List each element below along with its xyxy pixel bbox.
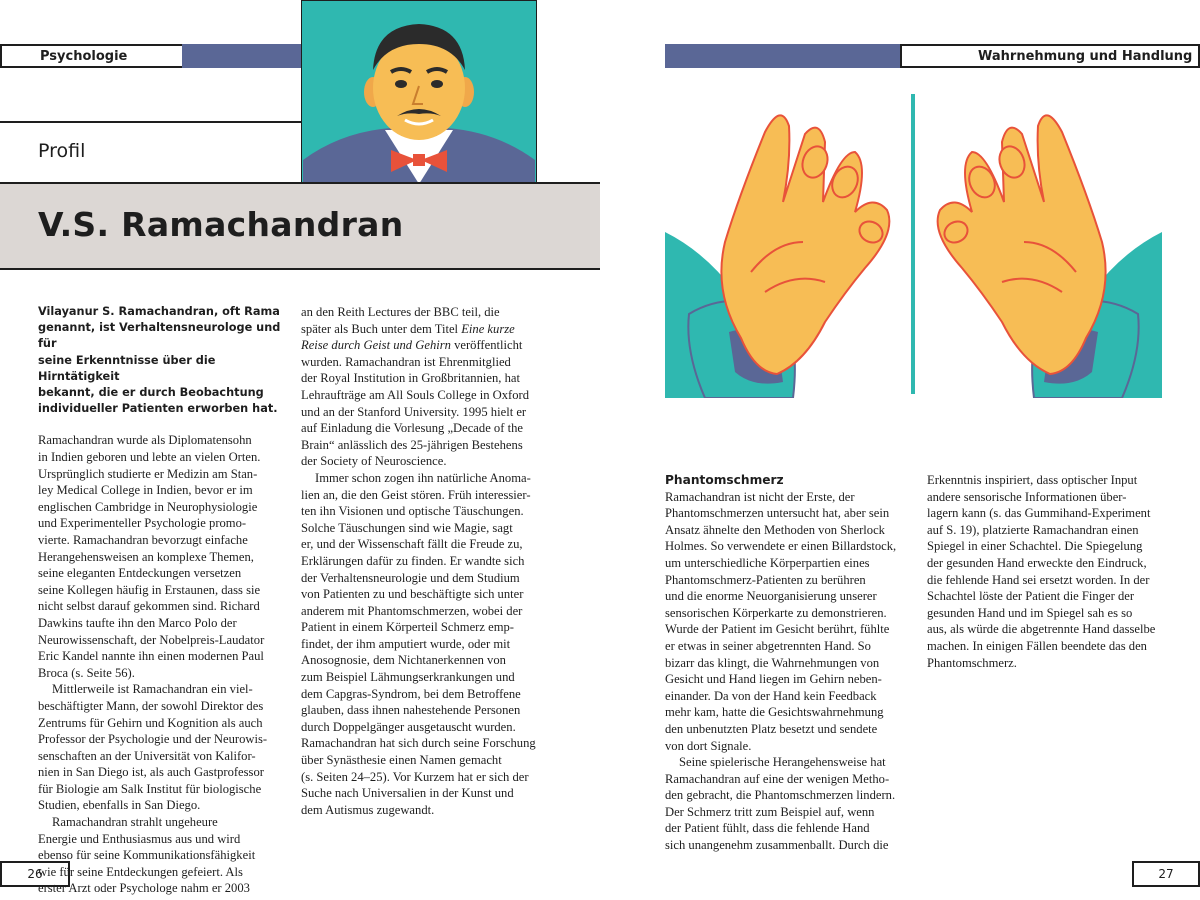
text-line: an den Reith Lectures der BBC teil, die xyxy=(301,305,500,319)
text-line: Suche nach Universalien in der Kunst und xyxy=(301,786,514,801)
paragraph xyxy=(301,470,561,818)
text-line: er, und der Wissenschaft fällt die Freude zu, xyxy=(301,537,523,552)
text-line: und die enorme Neuorganisierung unserer xyxy=(665,589,877,604)
header-accent-bar-left xyxy=(182,44,302,68)
text-line: Ramachandran auf eine der wenigen Metho- xyxy=(665,771,890,786)
text-line: für Biologie am Salk Institut für biologische xyxy=(38,781,262,796)
text-line: den gebracht, die Phantomschmerzen lindern. xyxy=(665,788,896,803)
text-line: Ramachandran strahlt ungeheure xyxy=(52,815,218,830)
text-line: auf S. 19), platzierte Ramachandran einen xyxy=(927,522,1139,537)
text-line: Gesicht und Hand liegen im Gehirn neben- xyxy=(665,672,882,687)
text-line: lagern kann (s. das Gummihand-Experiment xyxy=(927,506,1151,521)
text-line: (s. Seiten 24–25). Vor Kurzem hat er sich der xyxy=(301,769,529,784)
portrait-icon xyxy=(301,0,537,184)
text-line: Mittlerweile ist Ramachandran ein viel- xyxy=(52,682,253,697)
text-line: der Patient fühlt, dass die fehlende Hand xyxy=(665,821,870,836)
text-line: Phantomschmerzen untersucht hat, aber sein xyxy=(665,506,890,521)
text-line: aus, als würde die abgetrennte Hand dasselbe xyxy=(927,622,1156,637)
text-line: Neurowissenschaft, der Nobelpreis-Laudator xyxy=(38,632,265,647)
text-line: mehr kam, hatte die Gesichtswahrnehmung xyxy=(665,705,884,720)
hands-illustration xyxy=(665,92,1162,398)
text-line: sensorischen Körperkarte zu demonstrieren. xyxy=(665,605,887,620)
text-line xyxy=(301,321,561,338)
text-run: später als Buch unter dem Titel xyxy=(301,321,462,336)
text-line: Schachtel löste der Patient die Finger der xyxy=(927,589,1135,604)
text-line: Phantomschmerz. xyxy=(927,655,1017,670)
running-head-left-label: Psychologie xyxy=(40,49,128,64)
text-line: englischen Cambridge in Neurophysiologie xyxy=(38,499,258,514)
text-line: Ansatz ähnelte den Methoden von Sherlock xyxy=(665,522,885,537)
text-line: auf Einladung die Vorlesung „Decade of the xyxy=(301,421,523,436)
text-line: andere sensorische Informationen über- xyxy=(927,489,1127,504)
text-line: den unbenutzten Platz besetzt und sendete xyxy=(665,721,878,736)
book-title-italic: Reise durch Geist und Gehirn xyxy=(301,338,451,353)
text-line: in Indien geboren und lebte an vielen Orten. xyxy=(38,450,261,465)
lead-line: Vilayanur S. Ramachandran, oft Rama xyxy=(38,305,280,318)
text-line: der gesunden Hand erweckte den Eindruck, xyxy=(927,555,1147,570)
text-line: von Patienten zu und beschäftigte sich unter xyxy=(301,587,524,602)
text-line: Zentrums für Gehirn und Kognition als auch xyxy=(38,715,263,730)
text-line: Phantomschmerz-Patienten zu berühren xyxy=(665,572,866,587)
text-line: Wurde der Patient im Gesicht berührt, fühlte xyxy=(665,622,890,637)
text-line: seine Kollegen häufig in Erstaunen, dass sie xyxy=(38,582,261,597)
page-title: V.S. Ramachandran xyxy=(38,205,404,244)
lead-line: individueller Patienten erworben hat. xyxy=(38,402,278,416)
text-line: die fehlende Hand sei ersetzt worden. In der xyxy=(927,572,1150,587)
text-line: gesunden Hand und im Spiegel sah es so xyxy=(927,605,1133,620)
text-line: Ramachandran ist nicht der Erste, der xyxy=(665,489,855,504)
text-line: Broca (s. Seite 56). xyxy=(38,665,135,680)
text-line: und Experimenteller Psychologie promo- xyxy=(38,516,247,531)
header-accent-bar-right xyxy=(665,44,902,68)
lead-line: seine Erkenntnisse über die Hirntätigkeit xyxy=(38,353,216,383)
paragraph xyxy=(665,489,915,755)
text-line xyxy=(301,337,561,354)
text-line: Anosognosie, dem Nichtanerkennen von xyxy=(301,653,506,668)
text-line: Erkenntnis inspiriert, dass optischer Input xyxy=(927,473,1138,487)
text-line: über Synästhesie einen Namen gemacht xyxy=(301,753,502,768)
page-number-text: 26 xyxy=(27,867,43,881)
text-line: Ursprünglich studierte er Medizin am Stan- xyxy=(38,466,258,481)
lead-line: genannt, ist Verhaltensneurologe und für xyxy=(38,321,281,351)
paragraph xyxy=(38,681,288,814)
text-line: nicht selbst darauf gekommen sind. Richard xyxy=(38,599,260,614)
text-line: Patient in einem Körperteil Schmerz emp- xyxy=(301,620,514,635)
text-line: Erklärungen dafür zu finden. Er wandte sich xyxy=(301,553,525,568)
section-label: Profil xyxy=(38,140,86,162)
text-line: seine eleganten Entdeckungen versetzen xyxy=(38,566,242,581)
text-line: glauben, dass ihnen nahestehende Personen xyxy=(301,703,521,718)
paragraph xyxy=(38,432,288,681)
profil-top-rule xyxy=(0,121,302,123)
lead-paragraph xyxy=(38,304,288,417)
text-line: Energie und Enthusiasmus aus und wird xyxy=(38,831,241,846)
text-line: dem Capgras-Syndrom, bei dem Betroffene xyxy=(301,686,521,701)
text-line: einander. Da von der Hand kein Feedback xyxy=(665,688,877,703)
text-line: sich unangenehm zusammenballt. Durch die xyxy=(665,838,889,853)
text-line: durch Doppelgänger ausgetauscht wurden. xyxy=(301,719,516,734)
subheading: Phantomschmerz xyxy=(665,473,784,487)
text-line: findet, der ihm amputiert wurde, oder mit xyxy=(301,636,511,651)
text-line: Holmes. So verwendete er einen Billardstock, xyxy=(665,539,897,554)
text-line: zum Beispiel Lähmungserkrankungen und xyxy=(301,670,515,685)
text-line: Professor der Psychologie und der Neurowis- xyxy=(38,732,268,747)
text-line: und an der Stanford University. 1995 hielt er xyxy=(301,404,527,419)
text-line: Dawkins taufte ihn den Marco Polo der xyxy=(38,615,237,630)
text-line: der Society of Neuroscience. xyxy=(301,454,447,469)
text-line: um unterschiedliche Körperpartien eines xyxy=(665,555,870,570)
text-line: erster Arzt oder Psychologe nahm er 2003 xyxy=(38,881,250,896)
text-line: bizarr das klingt, die Wahrnehmungen von xyxy=(665,655,880,670)
text-line: vierte. Ramachandran bevorzugt einfache xyxy=(38,532,248,547)
text-line: er etwas in seiner abgetrennten Hand. So xyxy=(665,638,871,653)
text-line: lien an, die den Geist stören. Früh interessier- xyxy=(301,487,531,502)
text-column-2 xyxy=(301,304,561,818)
text-line: Immer schon zogen ihn natürliche Anoma- xyxy=(315,470,531,485)
text-line: ten ihn Visionen und optische Täuschungen. xyxy=(301,504,524,519)
text-line: Der Schmerz tritt zum Beispiel auf, wenn xyxy=(665,804,875,819)
text-column-3 xyxy=(665,472,915,854)
portrait-illustration xyxy=(301,0,537,184)
text-line: Ramachandran hat sich durch seine Forschung xyxy=(301,736,536,751)
text-line: Brain“ anlässlich des 25-jährigen Bestehens xyxy=(301,437,523,452)
text-line: der Verhaltensneurologie und dem Studium xyxy=(301,570,520,585)
text-line: nien in San Diego ist, als auch Gastprofessor xyxy=(38,765,264,780)
text-line: Solche Täuschungen sind wie Magie, sagt xyxy=(301,520,513,535)
lead-line: bekannt, die er durch Beobachtung xyxy=(38,386,264,400)
book-title-italic: Eine kurze xyxy=(461,321,515,336)
text-line: machen. In einigen Fällen beendete das den xyxy=(927,638,1147,653)
mirrored-hands-icon xyxy=(665,92,1162,398)
text-line: Spiegel in einer Schachtel. Die Spiegelung xyxy=(927,539,1143,554)
text-run: veröffentlicht xyxy=(450,338,523,353)
text-line: beschäftigter Mann, der sowohl Direktor des xyxy=(38,698,264,713)
text-line: wurden. Ramachandran ist Ehrenmitglied xyxy=(301,354,511,369)
paragraph xyxy=(38,814,288,897)
paragraph xyxy=(927,472,1177,671)
title-band xyxy=(0,182,600,270)
text-column-4 xyxy=(927,472,1177,671)
text-line: ebenso für seine Kommunikationsfähigkeit xyxy=(38,848,256,863)
paragraph xyxy=(665,754,915,854)
text-line: Herangehensweisen an komplexe Themen, xyxy=(38,549,254,564)
text-line: Studien, ebenfalls in San Diego. xyxy=(38,798,201,813)
text-line: wie für seine Entdeckungen gefeiert. Als xyxy=(38,864,243,879)
text-column-1 xyxy=(38,304,288,897)
running-head-right-label: Wahrnehmung und Handlung xyxy=(978,49,1193,64)
text-line: Eric Kandel nannte ihn einen modernen Paul xyxy=(38,649,264,664)
text-line: anderem mit Phantomschmerzen, wobei der xyxy=(301,603,523,618)
paragraph xyxy=(301,304,561,470)
page-number-right xyxy=(1132,861,1200,887)
text-line: Lehraufträge am All Souls College in Oxford xyxy=(301,387,530,402)
text-line: von dort Signale. xyxy=(665,738,752,753)
text-line: senschaften an der Universität von Kalifor- xyxy=(38,748,256,763)
text-line: dem Autismus zugewandt. xyxy=(301,802,435,817)
page-number-text: 27 xyxy=(1158,867,1174,881)
text-line: Seine spielerische Herangehensweise hat xyxy=(679,755,886,770)
text-line: Ramachandran wurde als Diplomatensohn xyxy=(38,433,252,448)
text-line: ley Medical College in Indien, bevor er im xyxy=(38,483,253,498)
page-number-left xyxy=(0,861,70,887)
running-head-right xyxy=(900,44,1200,68)
running-head-left xyxy=(0,44,184,68)
text-line: der Royal Institution in Großbritannien, hat xyxy=(301,371,520,386)
